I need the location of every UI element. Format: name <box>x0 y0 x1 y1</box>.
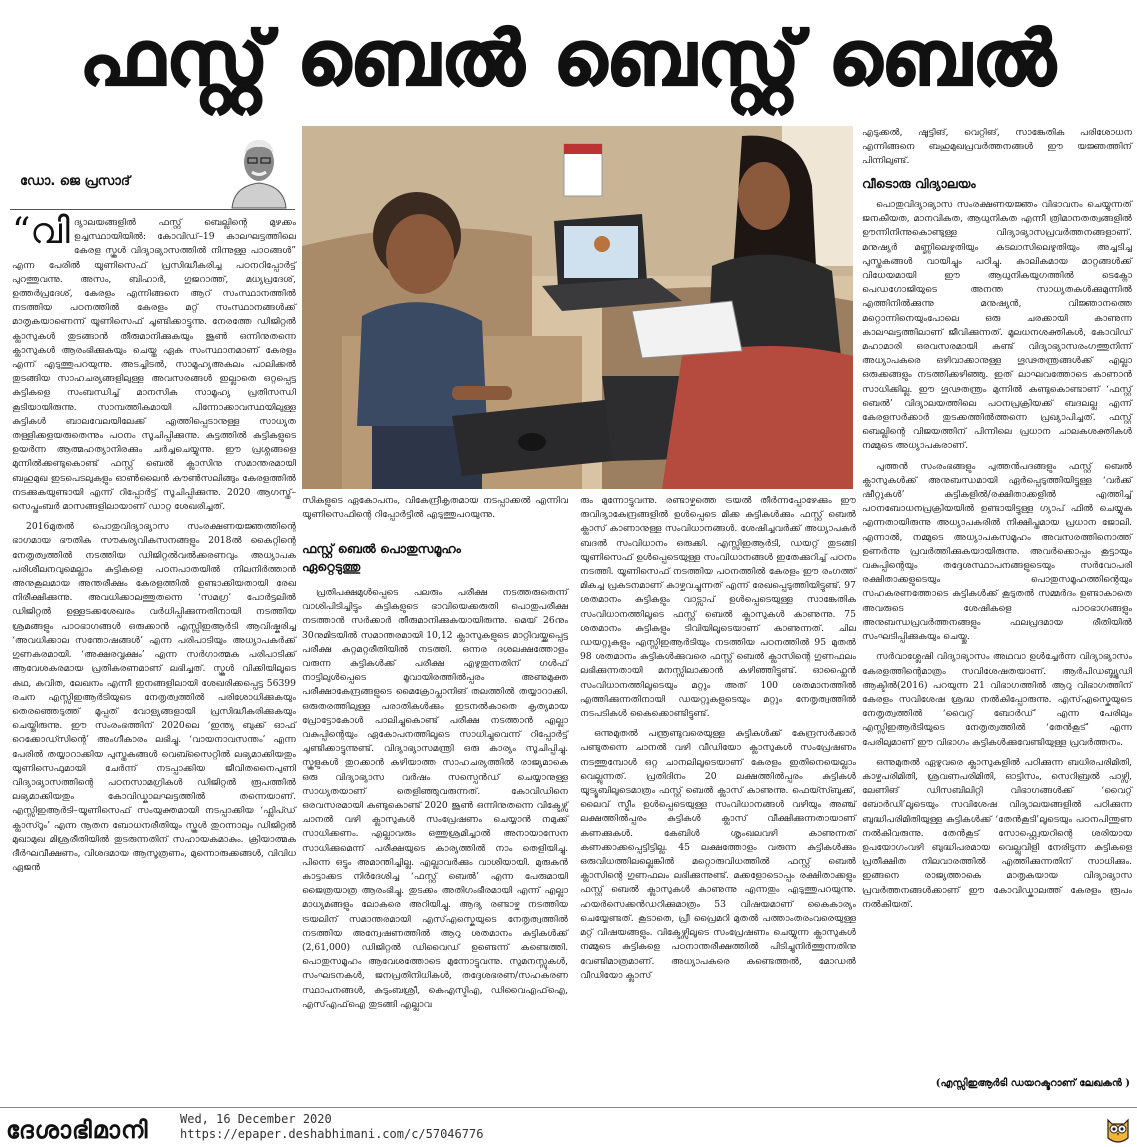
paragraph: എടുക്കൽ, ഷൂട്ടിങ്, വെറ്റിങ്, സാങ്കേതിക പരിശോധന എന്നിങ്ങനെ ബഹുമുഖപ്രവർത്തനങ്ങൾ ഈ യജ്ഞത്തിന് പിന്നിലുണ്ട്. <box>862 127 1132 167</box>
author-name: ഡോ. ജെ പ്രസാദ് <box>20 174 131 189</box>
article-column-4 <box>862 126 1132 167</box>
article-column-2 <box>302 494 568 534</box>
author-photo <box>224 128 294 208</box>
paragraph: പൊതുവിദ്യാഭ്യാസ സംരക്ഷണയജ്ഞം വിഭാവനം ചെയ്യുന്നത് ജനകീയത, മാനവികത, ആധുനികത എന്നീ ത്രിമാനതത്വങ്ങളിൽ ഊന്നിനിന്നുകൊണ്ടുള്ള വിദ്യാഭ്യാസപ്രവർത്തനങ്ങളാണ്. മനുഷ്യർ മണ്ണിലെഴുതിയും കടലാസിലെഴുതിയും അച്ചടിച്ച പുസ്തകങ്ങൾ വായിച്ചും പഠിച്ചു. കാലികമായ മാറ്റങ്ങൾക്ക് വിധേയമായി ഈ ആധുനികയുഗത്തിൽ ടെക്നോ പെഡഗോജിയുടെ അനന്ത സാധ്യതകൾക്കുമുന്നിൽ എത്തിനിൽക്കുന്നു മനുഷ്യൻ, വിജ്ഞാനത്തെ മറ്റൊന്നിനെയുംപോലെ ഒരു ചരക്കായി കാണുന്ന കാലഘട്ടത്തിലാണ് ജീവിക്കുന്നത്. മൂലധനശക്തികൾ, കോവിഡ് മഹാമാരി ഒരവസരമായി കണ്ട് വിദ്യാഭ്യാസരംഗത്തുനിന്ന് അധ്യാപകരെ ഒഴിവാക്കാനുള്ള ഗൂഢതന്ത്രങ്ങൾക്ക് എല്ലാ ഒരുക്കങ്ങളും നടത്തിക്കഴിഞ്ഞു. ഇത് ലാഘവത്തോടെ കാണാൻ സാധിക്കില്ല. ഈ ഗൂഢതന്ത്രം മുന്നിൽ കണ്ടുകൊണ്ടാണ് ‘ഫസ്റ്റ് ബെൽ’ വിദ്യാലയത്തിലെ പഠനപ്രക്രിയക്ക് ബദലല്ല എന്ന് കേരളസർക്കാർ തുടക്കത്തിൽത്തന്നെ പ്രഖ്യാപിച്ചത്. ഫസ്റ്റ് ബെല്ലിന്റെ വിജയത്തിന് പിന്നിലെ പ്രധാന ചാലകശക്തികൾ നമ്മുടെ അധ്യാപകരാണ്. <box>862 199 1132 452</box>
article-column-2b <box>302 586 568 1104</box>
paragraph: സർവാശ്ലേഷി വിദ്യാഭ്യാസം അഥവാ ഉൾച്ചേർന്ന വിദ്യാഭ്യാസം കേരളത്തിന്റെമാത്രം സവിശേഷതയാണ്. ആർപിഡബ്ല്യൂഡി ആക്ടിൽ(2016) പറയുന്ന 21 വിഭാഗത്തിൽ ആറു വിഭാഗത്തിന് കേരളം സവിശേഷ ശ്രദ്ധ നൽകിപ്പോരുന്നു. എസ്എസ്കെയുടെ നേതൃത്വത്തിൽ ‘വൈറ്റ് ബോർഡ്’ എന്ന പേരിലും എസ്സിഇആർടിയുടെ നേതൃത്വത്തിൽ ‘തേൻകൂട്’ എന്ന പേരിലുമാണ് ഈ വിഭാഗം കുട്ടികൾക്കുവേണ്ടിയുള്ള പ്രവർത്തനം. <box>862 651 1132 748</box>
subhead-home: വീടൊരു വിദ്യാലയം <box>862 176 976 191</box>
subhead-public: ഫസ്റ്റ് ബെൽ പൊതുസമൂഹം ഏറ്റെടുത്തു <box>302 541 461 574</box>
article-column-3 <box>580 494 856 1104</box>
paragraph: ഒന്നുമുതൽ ഏഴുവരെ ക്ലാസുകളിൽ പഠിക്കുന്ന ബധിരപരിമിതി, കാഴ്ചപരിമിതി, ശ്രവണപരിമിതി, ഓട്ടിസം, സെറിബ്രൽ പാഴ്സി, ലേണിങ് ഡിസബിലിറ്റി വിഭാഗങ്ങൾക്ക് ‘വൈറ്റ് ബോർഡി’ലൂടെയും സവിശേഷ വിദ്യാലയങ്ങളിൽ പഠിക്കുന്ന ബുദ്ധിപരിമിതിയുള്ള കുട്ടികൾക്ക് ‘തേൻകൂടി’ലൂടെയും പഠനപിന്തുണ നൽകിവരുന്നു. തേൻകൂട് സോഫ്റ്റ്വെയറിന്റെ ശരിയായ ഉപയോഗംവഴി ബുദ്ധിപരമായ വെല്ലുവിളി നേരിടുന്ന കുട്ടികളെ പ്രതീക്ഷിത നിലവാരത്തിൽ എത്തിക്കുന്നതിന് സാധിക്കും. ഇങ്ങനെ രാജ്യത്താകെ മാതൃകയായ വിദ്യാഭ്യാസ പ്രവർത്തനങ്ങൾക്കാണ് ഈ കോവിഡ്കാലത്ത് കേരളം രൂപം നൽകിയത്. <box>862 756 1132 910</box>
article-photo <box>302 126 853 489</box>
author-credit: (എസ്സിഇആർടി ഡയറക്ടറാണ് ലേഖകൻ ) <box>935 1078 1130 1089</box>
dropcap: “വി <box>12 211 70 252</box>
paragraph: “വിദ്യാലയങ്ങളിൽ ഫസ്റ്റ് ബെല്ലിന്റെ മുഴക്കം ഉച്ചസ്ഥായിയിൽ: കോവിഡ്–19 കാലഘട്ടത്തിലെ കേരള സ്കൂൾ വിദ്യാഭ്യാസത്തിൽ നിന്നുള്ള പാഠങ്ങൾ” എന്ന പേരിൽ യൂണിസെഫ് പ്രസിദ്ധീകരിച്ച പഠനറിപ്പോർട്ട് പുറത്തുവന്നു. അസം, ബിഹാർ, ഗുജറാത്ത്, മധ്യപ്രദേശ്, ഉത്തർപ്രദേശ്, കേരളം എന്നിങ്ങനെ ആറ് സംസ്ഥാനത്തിൽ നടത്തിയ പഠനത്തിൽ കേരളം മറ്റ് സംസ്ഥാനങ്ങൾക്ക് മാതൃകയാണെന്ന് യൂണിസെഫ് ചൂണ്ടിക്കാട്ടുന്നു. നേരത്തേ ഡിജിറ്റൽ ക്ലാസുകൾ തുടങ്ങാൻ തീരുമാനിക്കുകയും ജൂൺ ഒന്നിനുതന്നെ ക്ലാസുകൾ ആരംഭിക്കുകയും ചെയ്ത ഏക സംസ്ഥാനമാണ് കേരളം എന്ന് എടുത്തുപറയുന്നു. അടച്ചിടൽ, സാമൂഹ്യഅകലം പാലിക്കൽ തുടങ്ങിയ സാഹചര്യങ്ങളിലുള്ള അവസരങ്ങൾ ഇല്ലാതെ ഒറ്റപ്പെട്ട കുട്ടികളെ സംബന്ധിച്ച് മാനസിക സാമൂഹ്യ പ്രതിസന്ധി കൂടിയായിരുന്നു. സാമ്പത്തികമായി പിന്നോക്കാവസ്ഥയിലുള്ള കുട്ടികൾ ബാലവേലയിലേക്ക് എത്തിപ്പെടാനുള്ള സാധ്യത തള്ളിക്കളയരുതെന്നും പഠനം സൂചിപ്പിക്കുന്നു. കുട്ടത്തിൽ കുട്ടികളുടെ ഉയർന്ന ആത്മഹത്യാനിരക്കും ചർച്ചചെയ്യുന്നു. ഈ പ്രശ്നങ്ങളെ മുന്നിൽക്കണ്ടുകൊണ്ട് ഫസ്റ്റ് ബെൽ ക്ലാസിനു സമാന്തരമായി ബഹുമുഖ ഇടപെടലുകളും ഓൺലൈൻ കൗൺസലിങ്ങും കേരളത്തിൽ നടക്കുകയുണ്ടായി എന്ന് റിപ്പോർട്ട് സൂചിപ്പിക്കുന്നു. 2020 ആഗസ്ത്–സെപ്തംബർ മാസങ്ങളിലായാണ് ഡാറ്റ ശേഖരിച്ചത്. <box>12 211 296 513</box>
headline-title: ഫസ്റ്റ് ബെൽ ബെസ്റ്റ് ബെൽ <box>79 15 1058 102</box>
paragraph: പ്രതിപക്ഷമുൾപ്പെടെ പലരും പരീക്ഷ നടത്തരുതെന്ന് വാശിപിടിച്ചിട്ടും കുട്ടികളുടെ ഭാവിയെക്കരുതി പൊതുപരീക്ഷ നടത്താൻ സർക്കാർ തീരുമാനിക്കുകയായിരുന്നു. മെയ് 26നും 30നുമിടയിൽ സമാന്തരമായി 10,12 ക്ലാസുകളുടെ മാറ്റിവയ്ക്കപ്പെട്ട പരീക്ഷ കുറ്റമറ്റരീതിയിൽ നടത്തി. ഒന്നര ദശലക്ഷത്തോളം വരുന്ന കുട്ടികൾക്ക് പരീക്ഷ എഴുതുന്നതിന് ഗൾഫ് നാട്ടിലുൾപ്പെടെ മൂവായിരത്തിൽപ്പരം അണുമുക്ത പരീക്ഷാകേന്ദ്രങ്ങളുടെ മൈക്രോപ്ലാനിങ് തലത്തിൽ തയ്യാറാക്കി. ഒരുതരത്തിലുള്ള പരാതികൾക്കും ഇടനൽകാതെ കൃത്യമായ പ്രോട്ടോകോൾ പാലിച്ചുകൊണ്ട് പരീക്ഷ നടത്താൻ എല്ലാ വകുപ്പിന്റെയും ഏകോപനത്തിലൂടെ സാധിച്ചുവെന്ന് റിപ്പോർട്ട് ചൂണ്ടിക്കാട്ടുന്നുണ്ട്. വിദ്യാഭ്യാസമന്ത്രി ഒരു കാര്യം സൂചിപ്പിച്ചു. സ്കൂളുകൾ തുറക്കാൻ കഴിയാത്ത സാഹചര്യത്തിൽ രാജ്യമാകെ ഒരു വിദ്യാഭ്യാസ വർഷം സസ്പെൻഡ് ചെയ്യാനുള്ള സാധ്യതയാണ് തെളിഞ്ഞുവരുന്നത്. കോവിഡിനെ ഒരവസരമായി കണ്ടുകൊണ്ട് 2020 ജൂൺ ഒന്നിനുതന്നെ വിക്ടേഴ്സ് ചാനൽ വഴി ക്ലാസുകൾ സംപ്രേഷണം ചെയ്യാൻ നമുക്ക് സാധിക്കണം. എല്ലാവരും ഒത്തുശ്രമിച്ചാൽ അനായാസേന സാധിക്കുമെന്ന് പരീക്ഷയുടെ കാര്യത്തിൽ നാം തെളിയിച്ചു. പിന്നെ ഒട്ടും അമാന്തിച്ചില്ല. എല്ലാവർക്കും വാശിയായി. മുരുകൻ കാട്ടാക്കട നിർദേശിച്ച ‘ഫസ്റ്റ് ബെൽ’ എന്ന പേരുമായി ജൈത്രയാത്ര ആരംഭിച്ചു. തുടക്കം അതിഗംഭീരമായി എന്ന് എല്ലാ മാധ്യമങ്ങളും ലോകരെ അറിയിച്ചു. ആദ്യ രണ്ടാഴ്ച നടത്തിയ ട്രയലിന് സമാന്തരമായി എസ്എസ്കെയുടെ നേതൃത്വത്തിൽ നടത്തിയ അന്വേഷണത്തിൽ ആറു ശതമാനം കുട്ടികൾക്ക് (2,61,000) ഡിജിറ്റൽ ഡിവൈഡ് ഉണ്ടെന്ന് കണ്ടെത്തി. പൊതുസമൂഹം ആവേശത്തോടെ മുന്നോട്ടുവന്നു. സുമനസ്സുകൾ, സംഘടനകൾ, ജനപ്രതിനിധികൾ, തദ്ദേശഭരണ/സഹകരണ സ്ഥാപനങ്ങൾ, കുടുംബശ്രീ, കെഎസ്ടിഎ, ഡിവൈഎഫ്ഐ, എസ്എഫ്ഐ തുടങ്ങി എല്ലാവ <box>302 587 568 1010</box>
paragraph: രും മുന്നോട്ടുവന്നു. രണ്ടാഴ്ചത്തെ ട്രയൽ തീർന്നപ്പോഴേക്കും ഈ രുവിദ്യാകേന്ദ്രങ്ങളിൽ ഉൾപ്പെടെ മിക്ക കുട്ടികൾക്കും ഫസ്റ്റ് ബെൽ ക്ലാസ് കാണാനുള്ള സംവിധാനങ്ങൾ. ശേഷിച്ചവർക്ക് അധ്യാപകർ ബദൽ സംവിധാനം ഒരുക്കി. എസ്സിഇആർടി, ഡയറ്റ് തുടങ്ങി യൂണിസെഫ് ഉൾപ്പെടെയുള്ള സംവിധാനങ്ങൾ ഇതേക്കുറിച്ച് പഠനം നടത്തി. യൂണിസെഫ് നടത്തിയ പഠനത്തിൽ കേരളം ഈ രംഗത്ത് മികച്ച പ്രകടനമാണ് കാഴ്ചവച്ചുന്നത് എന്ന് രേഖപ്പെടുത്തിയിട്ടുണ്ട്. 97 ശതമാനം കുട്ടികളും വാട്സാപ് ഉൾപ്പെടെയുള്ള സാങ്കേതിക സംവിധാനത്തിലൂടെ ഫസ്റ്റ് ബെൽ ക്ലാസുകൾ കാണുന്നു. 75 ശതമാനം കുട്ടികളും ടിവിയിലൂടെയാണ് കാണുന്നത്. ചില ഡയറ്റുകളും എസ്സിഇആർടിയും നടത്തിയ പഠനത്തിൽ 95 മുതൽ 98 ശതമാനം കുട്ടികൾക്കുവരെ ഫസ്റ്റ് ബെൽ ക്ലാസിന്റെ ഗുണഫലം ലഭിക്കുന്നതായി മനസ്സിലാക്കാൻ കഴിഞ്ഞിട്ടുണ്ട്. ഓഫ്ലൈൻ സംവിധാനത്തിലൂടെയും മറ്റും അത് 100 ശതമാനത്തിൽ എത്തിക്കുന്നതിനായി ഡയറ്റുകളുടെയും മറ്റും നേതൃത്വത്തിൽ നടപടികൾ കൈക്കൊണ്ടിട്ടുണ്ട്. <box>580 495 856 720</box>
owl-icon <box>1105 1114 1131 1144</box>
footer-meta <box>180 1112 483 1142</box>
article-column-1 <box>12 211 296 1104</box>
publication-logo: ദേശാഭിമാനി <box>6 1116 149 1144</box>
paragraph: 2016മുതൽ പൊതുവിദ്യാഭ്യാസ സംരക്ഷണയജ്ഞത്തിന്റെ ഭാഗമായ ഭൗതിക സൗകര്യവികസനങ്ങളും 2018ൽ കൈറ്റിന്റെ നേതൃത്വത്തിൽ നടത്തിയ ഡിജിറ്റൽവൽക്കരണവും അധ്യാപക പരിശീലനവുമെല്ലാം കുട്ടികളെ പഠനപാതയിൽ നിലനിർത്താൻ അനുകൂലമായ അന്തരീക്ഷം കേരളത്തിൽ ഉണ്ടാക്കിയതായി രേഖ നിരീക്ഷിക്കുന്നു. അവധിക്കാലത്തുതന്നെ ‘സമഗ്ര’ പോർട്ടലിൽ ഡിജിറ്റൽ ഉള്ളടക്കശേഖരം വർധിപ്പിക്കുന്നതിനായി നടത്തിയ ശ്രമങ്ങളും പാഠഭാഗങ്ങൾ ഒരുക്കാൻ എസ്സിഇആർടി ആവിഷ്കരിച്ച ‘അവധിക്കാല സന്തോഷങ്ങൾ’ എന്ന പരിപാടിയും അധ്യാപകർക്ക് ഗുണകരമായി. ‘അക്ഷരവൃക്ഷം’ എന്ന സർഗാത്മക പരിപാടിക്ക് ആവേശകരമായ പ്രതികരണമാണ് ലഭിച്ചത്. സ്കൂൾ വിക്കിയിലൂടെ കഥ, കവിത, ലേഖനം എന്നീ ഇനങ്ങളിലായി ശേഖരിക്കപ്പെട്ട 56399 രചന എസ്സിഇആർടിയുടെ നേതൃത്വത്തിൽ പരിശോധിക്കുകയും തെരഞ്ഞെടുത്ത് മൂപ്പത് വോള്യങ്ങളായി പ്രസിദ്ധീകരിക്കുകയും ചെയ്തിരുന്നു. ഈ സംരംഭത്തിന് 2020ലെ ‘ഇന്ത്യ ബുക്ക് ഓഫ് റെക്കോഡ്സിന്റെ’ അംഗീകാരം ലഭിച്ചു. ‘വായനാവസന്തം’ എന്ന പേരിൽ തയ്യാറാക്കിയ പുസ്തകങ്ങൾ വെബ്സൈറ്റിൽ ലഭ്യമാക്കിയതും യൂണിസെഫുമായി ചേർന്ന് നടപ്പാക്കിയ ജീവിതനൈപുണി വിദ്യാഭ്യാസത്തിന്റെ പഠനസാമഗ്രികൾ ഡിജിറ്റൽ രൂപത്തിൽ ലഭ്യമാക്കിയതും കോവിഡ്കാലഘട്ടത്തിൽ തന്നെയാണ്. എസ്സിഇആർടി–യൂണിസെഫ് സംയുക്തമായി നടപ്പാക്കിയ ‘ഫ്ലിപ്ഡ് ക്ലാസ്റൂം’ എന്ന നൂതന ബോധനരീതിയും സ്കൂൾ തുറന്നാലും ഡിജിറ്റൽ മുഖാമുഖ മിശ്രരീതിയിൽ തുടരുന്നതിന് സഹായകമാകും. ക്രിയാത്മക ദീർഘവീക്ഷണം, വിശദമായ ആസൂത്രണം, മുന്നൊരുക്കങ്ങൾ, വിവിധ ഏജൻ <box>12 521 296 874</box>
paragraph: സികളുടെ ഏകോപനം, വികേന്ദ്രീകൃതമായ നടപ്പാക്കൽ എന്നിവ യൂണിസെഫിന്റെ റിപ്പോർട്ടിൽ എടുത്തുപറയുന്നു. <box>302 495 568 521</box>
author-box <box>10 126 295 210</box>
paragraph: പുത്തൻ സംരംഭങ്ങളും പുത്തൻപദങ്ങളും ഫസ്റ്റ് ബെൽ ക്ലാസുകൾക്ക് അനുബന്ധമായി ഏർപ്പെടുത്തിയിട്ടുള്ള ‘വർക്ക് ഷീറ്റുകൾ’ കുട്ടികളിൽ/രക്ഷിതാക്കളിൽ എത്തിച്ച് പഠനബോധനപ്രക്രിയയിൽ ഉണ്ടായിട്ടുള്ള ഗ്യാപ് ഫിൽ ചെയ്യുക എന്നതായിരുന്നു അധ്യാപകരിൽ നിക്ഷിപ്തമായ പ്രധാന ജോലി. എന്നാൽ, നമ്മുടെ അധ്യാപകസമൂഹം അവസരത്തിനൊത്ത് ഉണർന്നു പ്രവർത്തിക്കുകയായിരുന്നു. അവർക്കൊപ്പം കൂട്ടായും വകുപ്പിന്റെയും തദ്ദേശസ്ഥാപനങ്ങളുടെയും സർവോപരി രക്ഷിതാക്കളുടെയും പൊതുസമൂഹത്തിന്റെയും സഹകരണത്തോടെ കുട്ടികൾക്ക് കൂടുതൽ സമ്മർദം ഉണ്ടാകാതെ അവരുടെ ശേഷികളെ പാഠഭാഗങ്ങളും അനുബന്ധപ്രവർത്തനങ്ങളും ഫലപ്രദമായ രീതിയിൽ സംഘടിപ്പിക്കുകയും ചെയ്തു. <box>862 460 1132 643</box>
footer <box>0 1107 1137 1147</box>
epaper-url[interactable]: https://epaper.deshabhimani.com/c/57046776 <box>180 1127 484 1141</box>
article-column-4b <box>862 198 1132 1072</box>
paragraph: ഒന്നുമുതൽ പന്ത്രണ്ടുവരെയുള്ള കുട്ടികൾക്ക് കേന്ദ്രസർക്കാർ പണ്ടുതന്നെ ചാനൽ വഴി വീഡിയോ ക്ലാസുകൾ സംപ്രേഷണം നടത്തുമ്പോൾ ഒറ്റ ചാനലിലൂടെയാണ് കേരളം ഇതിനെയെല്ലാം വെല്ലുന്നത്. പ്രതിദിനം 20 ലക്ഷത്തിൽപ്പരം കുട്ടികൾ യൂട്യൂബിലൂടെമാത്രം ഫസ്റ്റ് ബെൽ ക്ലാസ് കാണുന്നു. ഫെയ്സ്ബുക്ക്, ലൈവ് സ്ട്രീം ഉൾപ്പെടെയുള്ള സംവിധാനങ്ങൾ വഴിയും അഞ്ച് ലക്ഷത്തിൽപ്പരം കുട്ടികൾ ക്ലാസ് വീക്ഷിക്കുന്നതായാണ് കണക്കുകൾ. കേബിൾ ശൃംഖലവഴി കാണുന്നത് കണക്കാക്കപ്പെട്ടിട്ടില്ല. 45 ലക്ഷത്തോളം വരുന്ന കുട്ടികൾക്കും ഒരുവിധത്തിലല്ലെങ്കിൽ മറ്റൊരുവിധത്തിൽ ഫസ്റ്റ് ബെൽ ക്ലാസിന്റെ ഗുണഫലം ലഭിക്കുന്നുണ്ട്. മക്കളോടൊപ്പം രക്ഷിതാക്കളും ഫസ്റ്റ് ബെൽ ക്ലാസുകൾ കാണുന്നു എന്നതും എടുത്തുപറയുന്നു. ഹയർസെക്കൻഡറിക്കുമാത്രം 53 വിഷയമാണ് കൈകാര്യം ചെയ്യേണ്ടത്. കൂടാതെ, പ്രീ പ്രൈമറി മുതൽ പത്താംതരംവരെയുള്ള മറ്റ് വിഷയങ്ങളും. വിക്ടേഴ്സിലൂടെ സംപ്രേഷണം ചെയ്യുന്ന ക്ലാസുകൾ നമ്മുടെ കുട്ടികളെ പഠനാന്തരീക്ഷത്തിൽ പിടിച്ചുനിർത്തുന്നതിനു വേണ്ടിമാത്രമാണ്. അധ്യാപകരെ കണ്ടെത്തൽ, മോഡൽ വീഡിയോ ക്ലാസ് <box>580 728 856 981</box>
publication-date: Wed, 16 December 2020 <box>180 1112 332 1126</box>
headline-banner <box>0 0 1137 118</box>
